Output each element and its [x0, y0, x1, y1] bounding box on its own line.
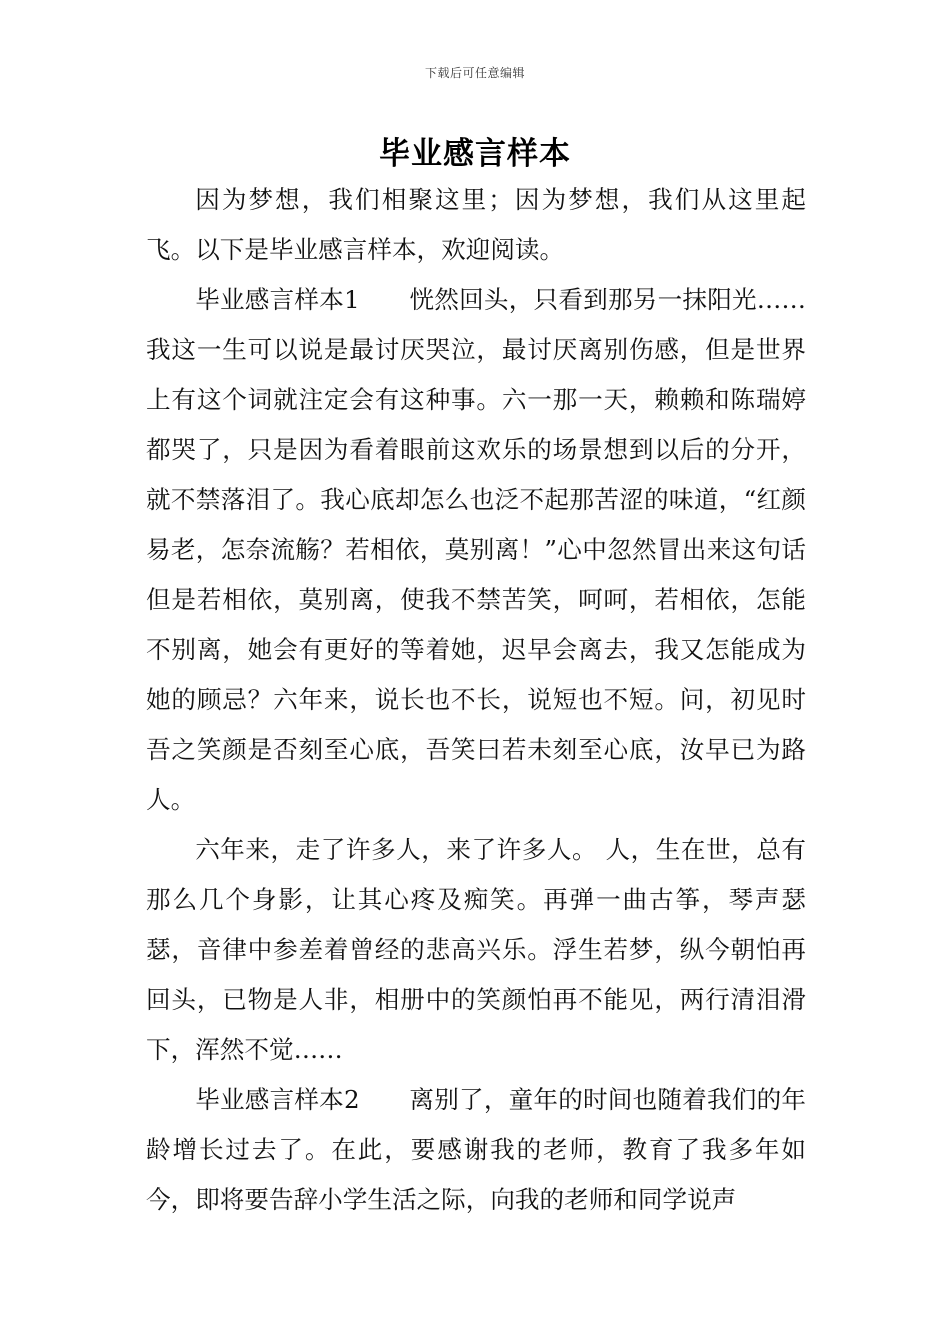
sample-1-paragraph: 毕业感言样本1 恍然回头，只看到那另一抹阳光…… 我这一生可以说是最讨厌哭泣，最讨厌离别伤感，但是世界上有这个词就注定会有这种事。六一那一天，赖赖和陈瑞婷都哭了，只是因为看着眼前这欢乐的场景想到以后的分开，就不禁落泪了。我心底却怎么也泛不起那苦涩的味道，“红颜易老，怎奈流觞？若相依，莫别离！”心中忽然冒出来这句话但是若相依，莫别离，使我不禁苦笑，呵呵，若相依，怎能不别离，她会有更好的等着她，迟早会离去，我又怎能成为她的顾忌？六年来，说长也不长，说短也不短。问，初见时吾之笑颜是否刻至心底，吾笑曰若未刻至心底，汝早已为路人。	[146, 285, 806, 814]
sample-1-continued-paragraph: 六年来，走了许多人，来了许多人。 人，生在世，总有那么几个身影，让其心疼及痴笑。再弹一曲古筝，琴声瑟瑟，音律中参差着曾经的悲高兴乐。浮生若梦，纵今朝怕再回头，已物是人非，相册中的笑颜怕再不能见，两行清泪滑下，浑然不觉……	[146, 835, 806, 1064]
sample-2-paragraph: 毕业感言样本2 离别了，童年的时间也随着我们的年龄增长过去了。在此，要感谢我的老师，教育了我多年如今，即将要告辞小学生活之际，向我的老师和同学说声	[146, 1085, 806, 1214]
document-body	[146, 175, 806, 1225]
document-title: 毕业感言样本	[379, 136, 571, 172]
header-note: 下载后可任意编辑	[424, 66, 525, 80]
intro-paragraph: 因为梦想，我们相聚这里；因为梦想，我们从这里起飞。以下是毕业感言样本，欢迎阅读。	[146, 185, 806, 264]
